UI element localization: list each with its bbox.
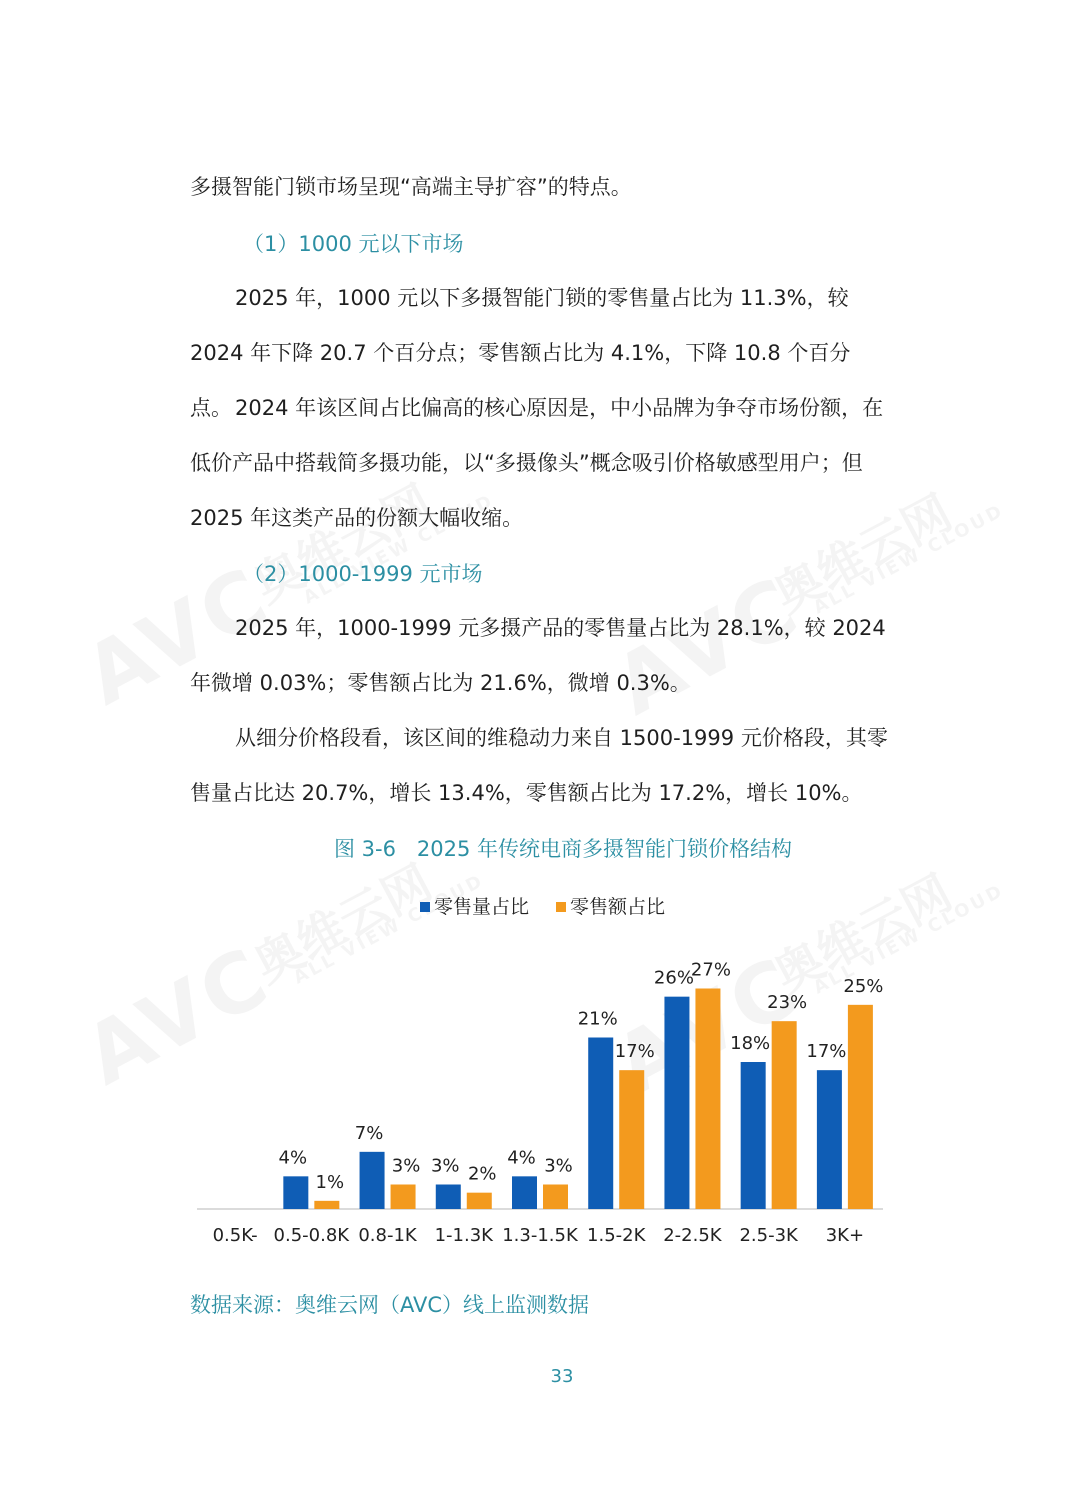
paragraph-below-1000-reason: 2024 年该区间占比偏高的核心原因是，中小品牌为争夺市场份额，在低价产品中搭载简多摄功能，以“多摄像头”概念吸引价格敏感型用户；但 2025 年这类产品的份额大幅收缩。 <box>190 396 884 530</box>
x-tick-label: 1.3-1.5K <box>502 1225 578 1246</box>
bar-value-3 <box>467 1193 492 1209</box>
bar-volume-3 <box>436 1185 461 1210</box>
x-tick-label: 0.5K- <box>212 1225 258 1246</box>
figure-caption: 图 3-6 2025 年传统电商多摄智能门锁价格结构 <box>333 837 793 861</box>
data-label: 17% <box>806 1041 847 1063</box>
data-label: 18% <box>730 1033 771 1054</box>
data-label: 2% <box>467 1163 497 1185</box>
bar-value-1 <box>314 1201 339 1209</box>
page-number: 33 <box>550 1366 574 1387</box>
price-structure-chart <box>0 880 1080 1260</box>
x-tick-label: 1.5-2K <box>587 1225 646 1246</box>
paragraph-1000-1999-detail: 从细分价格段看，该区间的维稳动力来自 1500-1999 元价格段，其零售量占比达 20.7%，增长 13.4%，零售额占比为 17.2%，增长 10%。 <box>190 726 888 805</box>
data-label: 17% <box>614 1041 655 1063</box>
section-heading-1000-1999: （2）1000-1999 元市场 <box>243 562 483 586</box>
data-label: 23% <box>767 992 808 1014</box>
x-tick-label: 2.5-3K <box>739 1225 798 1246</box>
section-heading-below-1000: （1）1000 元以下市场 <box>243 232 464 256</box>
legend-swatch-0 <box>420 902 430 912</box>
bar-value-8 <box>848 1005 873 1209</box>
data-label: 3% <box>544 1155 573 1177</box>
x-tick-label: 3K+ <box>825 1225 865 1246</box>
legend-label-0: 零售量占比 <box>434 896 530 918</box>
data-label: 21% <box>577 1008 618 1030</box>
bar-volume-5 <box>588 1038 613 1210</box>
data-label: 7% <box>354 1122 384 1144</box>
legend-label-1: 零售额占比 <box>570 896 666 918</box>
x-tick-label: 2-2.5K <box>663 1225 722 1246</box>
bar-volume-6 <box>664 997 689 1209</box>
data-label: 1% <box>315 1171 345 1193</box>
data-label: 4% <box>507 1147 536 1169</box>
paragraph-intro: 多摄智能门锁市场呈现“高端主导扩容”的特点。 <box>190 175 632 199</box>
data-label: 4% <box>278 1147 308 1169</box>
legend-swatch-1 <box>556 902 566 912</box>
x-tick-label: 1-1.3K <box>434 1225 493 1246</box>
bar-value-6 <box>695 989 720 1210</box>
paragraph-below-1000-stats: 2025 年，1000 元以下多摄智能门锁的零售量占比为 11.3%，较 2024 年下降 20.7 个百分点；零售额占比为 4.1%，下降 10.8 个百分点。 <box>190 286 851 420</box>
bar-volume-1 <box>283 1176 308 1209</box>
bar-value-4 <box>543 1185 568 1210</box>
x-tick-label: 0.8-1K <box>358 1225 417 1246</box>
data-label: 27% <box>690 959 731 981</box>
bar-volume-4 <box>512 1176 537 1209</box>
data-label: 3% <box>430 1155 460 1177</box>
x-tick-label: 0.5-0.8K <box>273 1225 350 1246</box>
data-source-note: 数据来源：奥维云网（AVC）线上监测数据 <box>190 1293 590 1317</box>
bar-value-5 <box>619 1070 644 1209</box>
data-label: 25% <box>843 975 884 997</box>
bar-volume-2 <box>360 1152 385 1209</box>
bar-value-2 <box>391 1185 416 1210</box>
bar-volume-7 <box>741 1062 766 1209</box>
bar-value-7 <box>772 1021 797 1209</box>
paragraph-1000-1999-stats: 2025 年，1000-1999 元多摄产品的零售量占比为 28.1%，较 2024 年微增 0.03%；零售额占比为 21.6%，微增 0.3%。 <box>190 616 886 695</box>
data-label: 26% <box>653 967 694 989</box>
data-label: 3% <box>391 1155 421 1177</box>
bar-volume-8 <box>817 1070 842 1209</box>
